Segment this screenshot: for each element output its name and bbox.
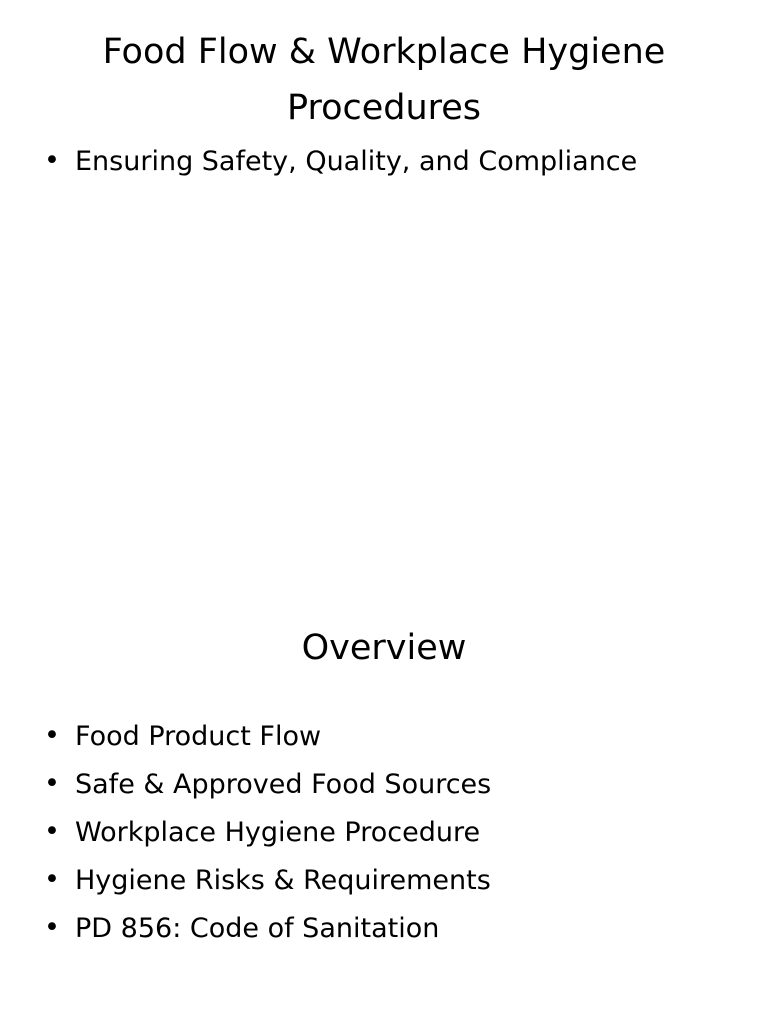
bullet-text: Workplace Hygiene Procedure [75,817,481,848]
bullet-icon: • [44,768,60,799]
bullet-text: Hygiene Risks & Requirements [75,865,491,896]
bullet-item [44,713,491,761]
bullet-item [44,905,491,953]
bullet-list [44,713,491,953]
bullet-icon: • [44,816,60,847]
bullet-item [44,138,637,186]
bullet-text: Ensuring Safety, Quality, and Compliance [75,146,638,177]
bullet-icon: • [44,145,60,176]
bullet-list [44,138,637,186]
bullet-icon: • [44,912,60,943]
bullet-item [44,761,491,809]
bullet-text: Safe & Approved Food Sources [75,769,492,800]
slide-2 [0,576,768,1024]
slide-title: Food Flow & Workplace Hygiene Procedures [102,32,666,128]
bullet-icon: • [44,720,60,751]
bullet-item [44,857,491,905]
bullet-icon: • [44,864,60,895]
bullet-text: Food Product Flow [75,721,322,752]
bullet-text: PD 856: Code of Sanitation [75,913,440,944]
slide-title: Overview [301,628,467,668]
bullet-item [44,809,491,857]
